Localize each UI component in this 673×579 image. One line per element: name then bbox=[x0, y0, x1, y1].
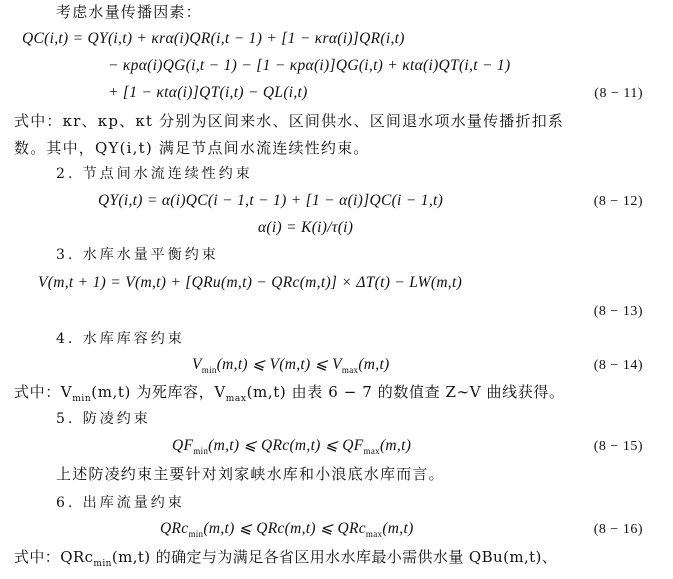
equation-number-8-14: (8 − 14) bbox=[593, 358, 643, 373]
section4-heading: 4. 水库库容约束 bbox=[56, 331, 185, 347]
eq-8-15-lhs-sub: min bbox=[193, 446, 209, 457]
intro-text: 考虑水量传播因素： bbox=[56, 3, 202, 21]
equation-8-11-line3: + [1 − κtα(i)]QT(i,t) − QL(i,t) bbox=[108, 84, 308, 101]
eq-8-14-rhs-sub: max bbox=[341, 365, 359, 376]
note-8-14 bbox=[14, 383, 565, 408]
eq-8-16-lhs: QRc bbox=[160, 520, 189, 537]
eq-8-16-mid: (m,t) ⩽ QRc(m,t) ⩽ QRc bbox=[203, 520, 366, 537]
note-8-16 bbox=[14, 548, 557, 573]
equation-8-11-line1: QC(i,t) = QY(i,t) + κrα(i)QR(i,t − 1) + [1 − κrα(i)]QR(i,t) bbox=[22, 30, 405, 47]
note-8-16-a-sub: min bbox=[93, 559, 112, 569]
note-8-14-b: (m,t) 为死库容，V bbox=[91, 383, 226, 401]
section5-heading: 5. 防凌约束 bbox=[56, 411, 151, 427]
eq-8-15-rhs-sub: max bbox=[363, 446, 380, 457]
eq-8-16-lhs-sub: min bbox=[188, 529, 204, 540]
eq-8-14-lhs-sub: min bbox=[201, 365, 217, 376]
note-8-16-b: (m,t) 的确定与为满足各省区用水水库最小需供水量 QBu(m,t)、 bbox=[111, 548, 558, 566]
equation-number-8-11: (8 − 11) bbox=[594, 86, 643, 101]
section2-heading: 2. 节点间水流连续性约束 bbox=[56, 166, 253, 182]
equation-number-8-16: (8 − 16) bbox=[593, 522, 643, 537]
eq-8-16-rhs: (m,t) bbox=[382, 520, 414, 537]
equation-number-8-12: (8 − 12) bbox=[593, 194, 643, 209]
note-8-11-line2: 数。其中，QY(i,t) 满足节点间水流连续性约束。 bbox=[14, 139, 370, 157]
note-8-14-a: 式中：V bbox=[14, 383, 73, 401]
equation-8-12: QY(i,t) = α(i)QC(i − 1,t − 1) + [1 − α(i)]QC(i − 1,t) bbox=[98, 192, 444, 209]
equation-number-8-15: (8 − 15) bbox=[593, 439, 643, 454]
equation-number-8-13: (8 − 13) bbox=[593, 304, 643, 319]
eq-8-14-lhs: V bbox=[192, 356, 202, 373]
section6-heading: 6. 出库流量约束 bbox=[56, 495, 185, 511]
eq-8-14-mid: (m,t) ⩽ V(m,t) ⩽ V bbox=[216, 356, 342, 373]
equation-8-15 bbox=[172, 437, 411, 460]
eq-8-14-rhs: (m,t) bbox=[358, 356, 390, 373]
equation-8-11-line2: − κpα(i)QG(i,t − 1) − [1 − κpα(i)]QG(i,t) + κtα(i)QT(i,t − 1) bbox=[108, 57, 511, 74]
eq-8-15-mid: (m,t) ⩽ QRc(m,t) ⩽ QF bbox=[208, 437, 364, 454]
note-8-14-b-sub: max bbox=[225, 394, 247, 404]
equation-8-14 bbox=[192, 356, 390, 379]
note-8-14-a-sub: min bbox=[72, 394, 92, 404]
eq-8-16-rhs-sub: max bbox=[365, 529, 383, 540]
note-8-14-c: (m,t) 由表 6 − 7 的数值查 Z∼V 曲线获得。 bbox=[246, 383, 565, 401]
note-8-11-line1: 式中：κr、κp、κt 分别为区间来水、区间供水、区间退水项水量传播折扣系 bbox=[14, 112, 565, 130]
eq-8-15-rhs: (m,t) bbox=[379, 437, 412, 454]
section3-heading: 3. 水库水量平衡约束 bbox=[56, 247, 219, 263]
equation-alpha: α(i) = K(i)/τ(i) bbox=[258, 219, 354, 236]
eq-8-15-lhs: QF bbox=[172, 437, 194, 454]
note-8-16-a: 式中：QRc bbox=[14, 548, 94, 566]
equation-8-16 bbox=[160, 520, 414, 543]
note-8-15: 上述防凌约束主要针对刘家峡水库和小浪底水库而言。 bbox=[56, 465, 445, 483]
equation-8-13: V(m,t + 1) = V(m,t) + [QRu(m,t) − QRc(m,t)] × ΔT(t) − LW(m,t) bbox=[38, 274, 463, 291]
